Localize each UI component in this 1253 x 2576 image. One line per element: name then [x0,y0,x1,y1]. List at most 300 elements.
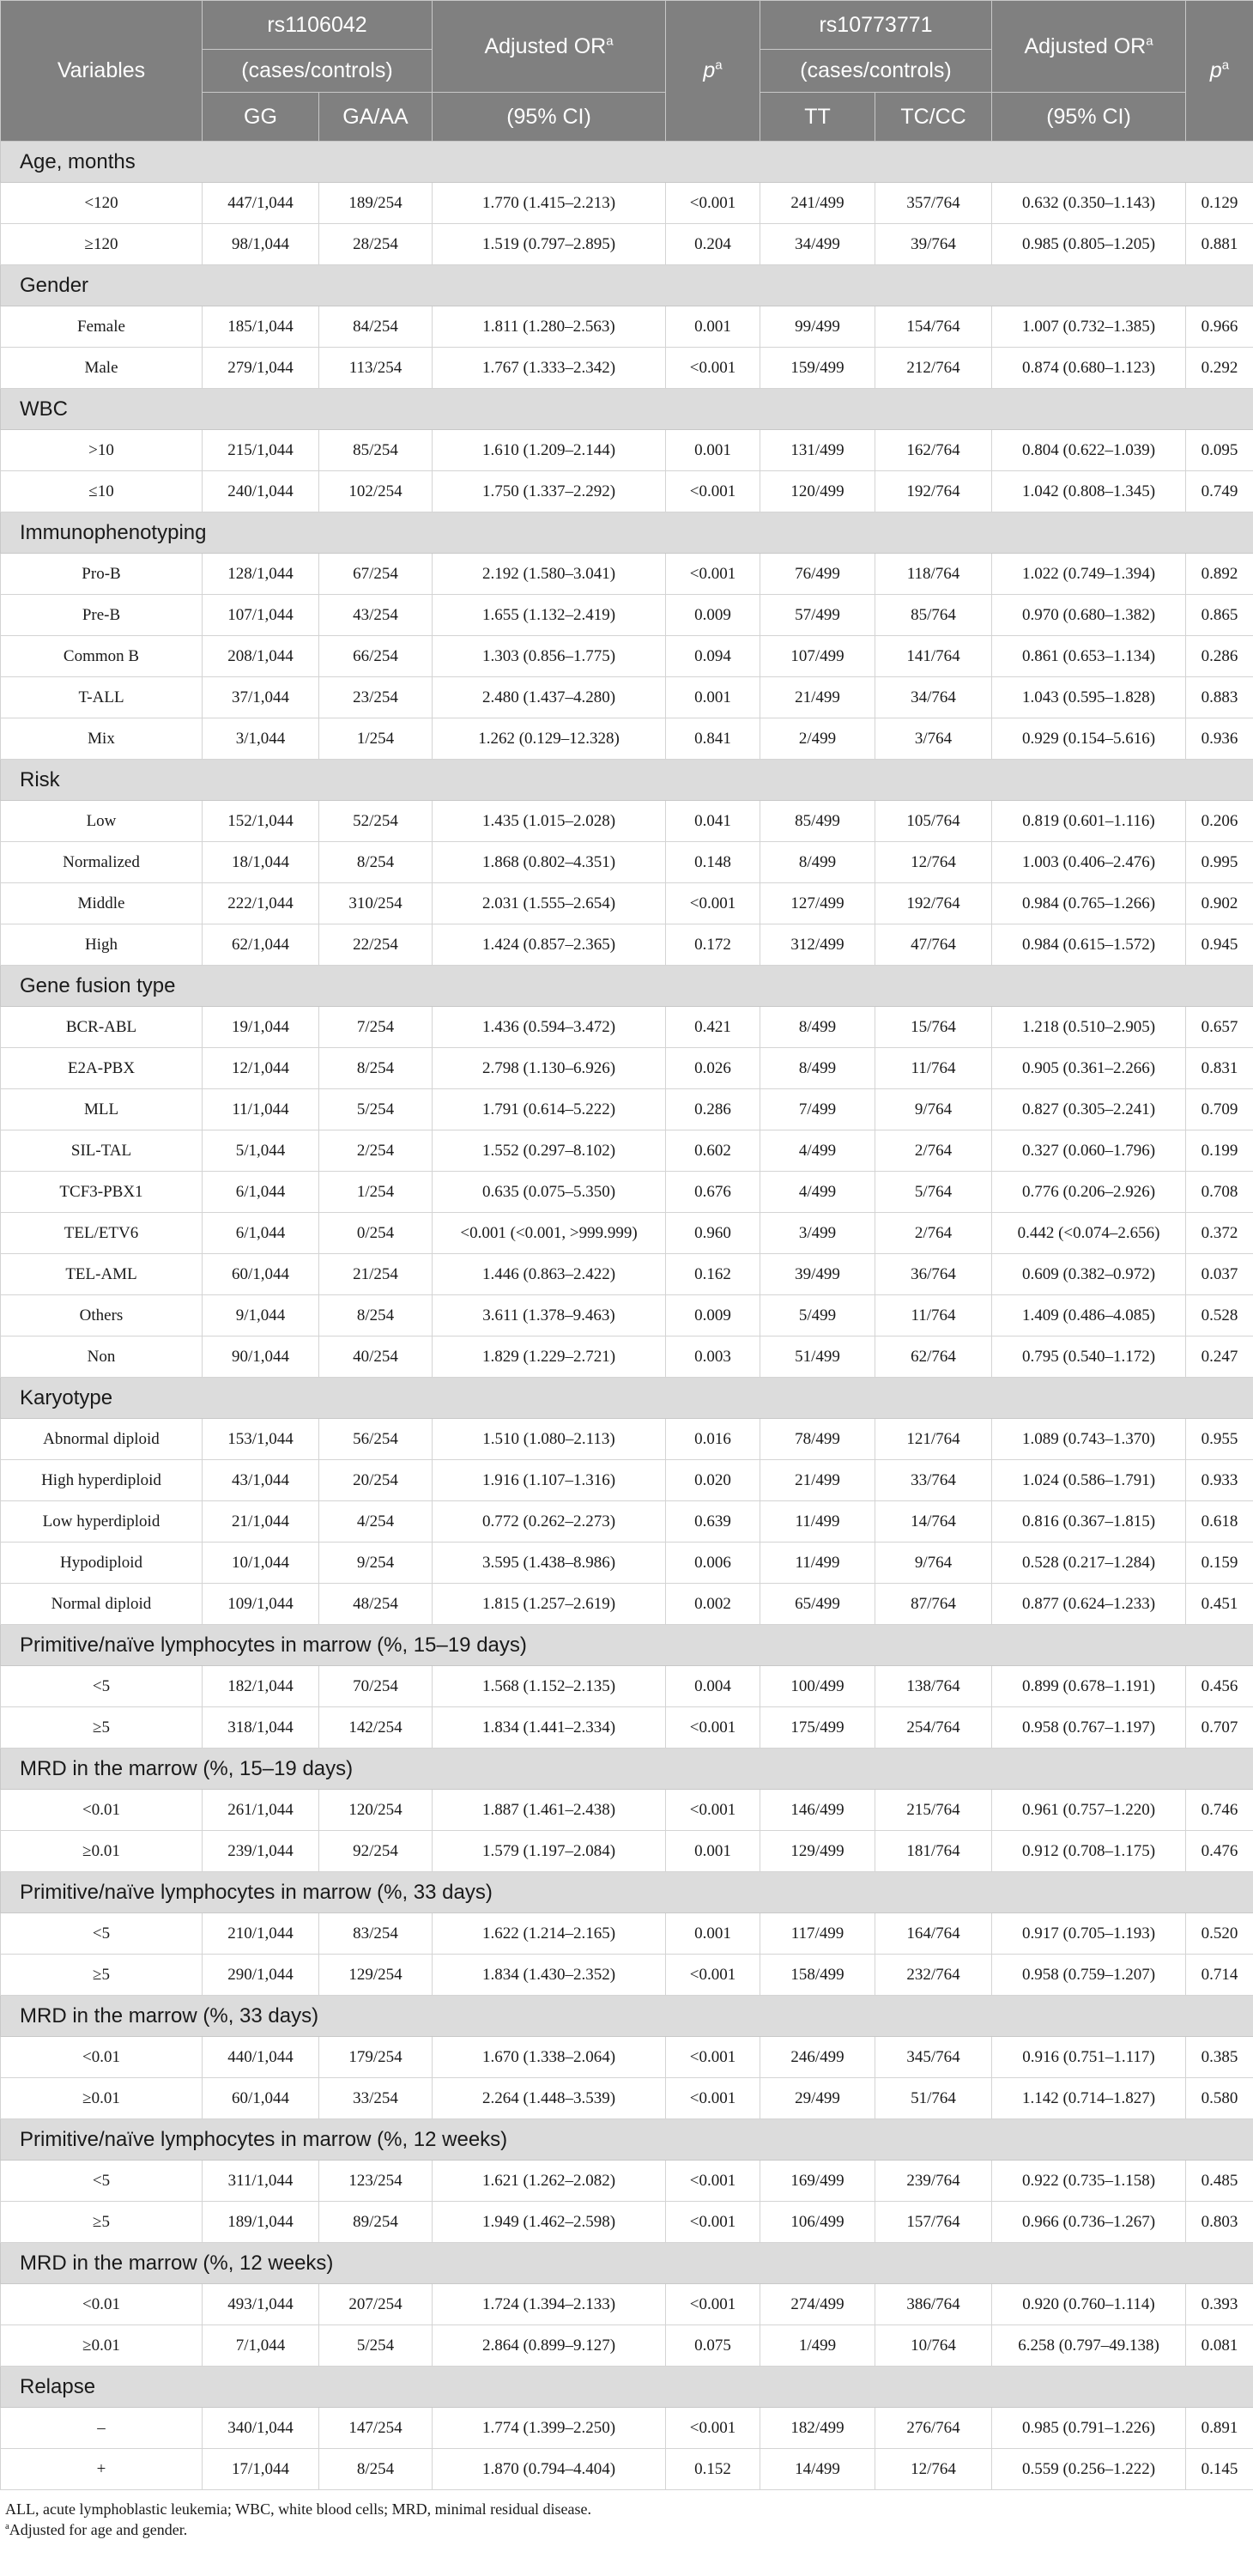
tc-cc-count-cell: 212/764 [875,348,992,389]
tt-count-cell: 51/499 [760,1336,875,1378]
ga-aa-count-cell: 83/254 [319,1913,433,1955]
p-value-cell-1: 0.286 [666,1089,760,1130]
tc-cc-count-cell: 276/764 [875,2408,992,2449]
or-ci-cell-2: 0.877 (0.624–1.233) [992,1584,1186,1625]
variable-cell: High [1,924,203,966]
footnote-adjusted: $^a$Adjusted for age and gender. [5,2521,188,2538]
category-title: Immunophenotyping [1,512,1253,554]
table-row [1,430,1253,471]
ga-aa-count-cell: 56/254 [319,1419,433,1460]
variable-cell: T-ALL [1,677,203,718]
p-value-cell-2: 0.618 [1186,1501,1253,1543]
ga-aa-count-cell: 7/254 [319,1007,433,1048]
or-ci-cell-2: 0.327 (0.060–1.796) [992,1130,1186,1172]
table-row [1,1172,1253,1213]
or-ci-cell-2: 0.559 (0.256–1.222) [992,2449,1186,2490]
variable-cell: ≥5 [1,1955,203,1996]
category-title: Primitive/naïve lymphocytes in marrow (%, 12 weeks) [1,2119,1253,2161]
or-ci-cell-2: 0.632 (0.350–1.143) [992,183,1186,224]
tt-count-cell: 11/499 [760,1543,875,1584]
p-value-cell-2: 0.714 [1186,1955,1253,1996]
tt-count-cell: 158/499 [760,1955,875,1996]
or-ci-cell-1: 1.949 (1.462–2.598) [433,2202,666,2243]
tt-count-cell: 57/499 [760,595,875,636]
gg-count-cell: 37/1,044 [203,677,319,718]
table-row [1,924,1253,966]
header-ci-2: (95% CI) [992,93,1186,142]
table-row [1,801,1253,842]
tc-cc-count-cell: 5/764 [875,1172,992,1213]
variable-cell: ≥0.01 [1,2078,203,2119]
gg-count-cell: 210/1,044 [203,1913,319,1955]
or-ci-cell-1: 1.870 (0.794–4.404) [433,2449,666,2490]
or-ci-cell-2: 1.003 (0.406–2.476) [992,842,1186,883]
p-value-cell-1: 0.639 [666,1501,760,1543]
p-value-cell-1: 0.094 [666,636,760,677]
ga-aa-count-cell: 89/254 [319,2202,433,2243]
tt-count-cell: 21/499 [760,677,875,718]
or-ci-cell-2: 1.218 (0.510–2.905) [992,1007,1186,1048]
or-ci-cell-2: 1.042 (0.808–1.345) [992,471,1186,512]
p-value-cell-1: 0.001 [666,430,760,471]
or-ci-cell-1: 1.435 (1.015–2.028) [433,801,666,842]
tt-count-cell: 99/499 [760,306,875,348]
ga-aa-count-cell: 5/254 [319,2325,433,2367]
or-ci-cell-1: 1.424 (0.857–2.365) [433,924,666,966]
table-row [1,348,1253,389]
variable-cell: Male [1,348,203,389]
p-value-cell-1: 0.041 [666,801,760,842]
tc-cc-count-cell: 39/764 [875,224,992,265]
p-value-cell-1: <0.001 [666,1955,760,1996]
or-ci-cell-1: 1.834 (1.430–2.352) [433,1955,666,1996]
or-ci-cell-1: 1.829 (1.229–2.721) [433,1336,666,1378]
p-value-cell-1: 0.026 [666,1048,760,1089]
gg-count-cell: 98/1,044 [203,224,319,265]
table-row [1,1543,1253,1584]
category-row [1,2243,1253,2284]
p-value-cell-2: 0.037 [1186,1254,1253,1295]
table-row [1,2202,1253,2243]
or-ci-cell-2: 0.922 (0.735–1.158) [992,2161,1186,2202]
ga-aa-count-cell: 129/254 [319,1955,433,1996]
variable-cell: <5 [1,1913,203,1955]
p-value-cell-1: 0.148 [666,842,760,883]
p-value-cell-1: 0.960 [666,1213,760,1254]
table-row [1,1254,1253,1295]
or-ci-cell-1: 2.192 (1.580–3.041) [433,554,666,595]
category-title: Gender [1,265,1253,306]
or-ci-cell-1: 1.655 (1.132–2.419) [433,595,666,636]
tc-cc-count-cell: 192/764 [875,471,992,512]
gg-count-cell: 152/1,044 [203,801,319,842]
p-value-cell-1: 0.016 [666,1419,760,1460]
gg-count-cell: 185/1,044 [203,306,319,348]
table-row [1,2325,1253,2367]
ga-aa-count-cell: 0/254 [319,1213,433,1254]
ga-aa-count-cell: 8/254 [319,1048,433,1089]
tc-cc-count-cell: 11/764 [875,1295,992,1336]
ga-aa-count-cell: 4/254 [319,1501,433,1543]
or-ci-cell-2: 6.258 (0.797–49.138) [992,2325,1186,2367]
p-value-cell-1: <0.001 [666,471,760,512]
tc-cc-count-cell: 9/764 [875,1089,992,1130]
category-row [1,265,1253,306]
p-value-cell-1: 0.004 [666,1666,760,1707]
tt-count-cell: 129/499 [760,1831,875,1872]
gg-count-cell: 10/1,044 [203,1543,319,1584]
p-value-cell-2: 0.891 [1186,2408,1253,2449]
p-value-cell-2: 0.707 [1186,1707,1253,1749]
variable-cell: Normalized [1,842,203,883]
tt-count-cell: 3/499 [760,1213,875,1254]
ga-aa-count-cell: 40/254 [319,1336,433,1378]
tt-count-cell: 159/499 [760,348,875,389]
variable-cell: <5 [1,1666,203,1707]
table-row [1,2078,1253,2119]
table-row [1,595,1253,636]
tc-cc-count-cell: 121/764 [875,1419,992,1460]
variable-cell: ≥5 [1,1707,203,1749]
p-value-cell-2: 0.199 [1186,1130,1253,1172]
tc-cc-count-cell: 34/764 [875,677,992,718]
tt-count-cell: 34/499 [760,224,875,265]
variable-cell: Others [1,1295,203,1336]
tt-count-cell: 127/499 [760,883,875,924]
table-row [1,1831,1253,1872]
table-row [1,1048,1253,1089]
or-ci-cell-2: 0.816 (0.367–1.815) [992,1501,1186,1543]
gg-count-cell: 6/1,044 [203,1172,319,1213]
p-value-cell-1: 0.204 [666,224,760,265]
p-value-cell-2: 0.883 [1186,677,1253,718]
p-value-cell-1: 0.172 [666,924,760,966]
p-value-cell-2: 0.746 [1186,1790,1253,1831]
p-value-cell-2: 0.892 [1186,554,1253,595]
p-value-cell-1: 0.001 [666,1831,760,1872]
tt-count-cell: 1/499 [760,2325,875,2367]
p-value-cell-2: 0.831 [1186,1048,1253,1089]
p-value-cell-2: 0.936 [1186,718,1253,760]
p-value-cell-2: 0.955 [1186,1419,1253,1460]
tc-cc-count-cell: 51/764 [875,2078,992,2119]
p-value-cell-1: <0.001 [666,883,760,924]
p-value-cell-2: 0.749 [1186,471,1253,512]
or-ci-cell-1: 3.595 (1.438–8.986) [433,1543,666,1584]
category-row [1,760,1253,801]
gg-count-cell: 3/1,044 [203,718,319,760]
p-value-cell-1: <0.001 [666,2161,760,2202]
gg-count-cell: 222/1,044 [203,883,319,924]
variable-cell: Low hyperdiploid [1,1501,203,1543]
gg-count-cell: 128/1,044 [203,554,319,595]
tc-cc-count-cell: 254/764 [875,1707,992,1749]
gg-count-cell: 5/1,044 [203,1130,319,1172]
or-ci-cell-2: 1.409 (0.486–4.085) [992,1295,1186,1336]
category-title: WBC [1,389,1253,430]
header-p-1: $p^a$ [666,1,760,142]
tc-cc-count-cell: 138/764 [875,1666,992,1707]
variable-cell: TCF3-PBX1 [1,1172,203,1213]
tc-cc-count-cell: 9/764 [875,1543,992,1584]
tc-cc-count-cell: 232/764 [875,1955,992,1996]
tt-count-cell: 7/499 [760,1089,875,1130]
tc-cc-count-cell: 62/764 [875,1336,992,1378]
or-ci-cell-1: 1.552 (0.297–8.102) [433,1130,666,1172]
or-ci-cell-1: 1.446 (0.863–2.422) [433,1254,666,1295]
or-ci-cell-2: 0.874 (0.680–1.123) [992,348,1186,389]
p-value-cell-1: 0.162 [666,1254,760,1295]
tc-cc-count-cell: 215/764 [875,1790,992,1831]
p-value-cell-1: 0.009 [666,1295,760,1336]
or-ci-cell-1: 1.670 (1.338–2.064) [433,2037,666,2078]
p-value-cell-2: 0.580 [1186,2078,1253,2119]
ga-aa-count-cell: 189/254 [319,183,433,224]
or-ci-cell-1: 1.834 (1.441–2.334) [433,1707,666,1749]
tc-cc-count-cell: 11/764 [875,1048,992,1089]
table-row [1,883,1253,924]
or-ci-cell-2: 0.861 (0.653–1.134) [992,636,1186,677]
gg-count-cell: 447/1,044 [203,183,319,224]
gg-count-cell: 340/1,044 [203,2408,319,2449]
p-value-cell-1: <0.001 [666,2037,760,2078]
variable-cell: ≥120 [1,224,203,265]
tc-cc-count-cell: 141/764 [875,636,992,677]
header-ci-1: (95% CI) [433,93,666,142]
table-row [1,224,1253,265]
table-row [1,2449,1253,2490]
category-title: Primitive/naïve lymphocytes in marrow (%, 33 days) [1,1872,1253,1913]
gg-count-cell: 109/1,044 [203,1584,319,1625]
or-ci-cell-2: 1.024 (0.586–1.791) [992,1460,1186,1501]
or-ci-cell-2: 0.985 (0.791–1.226) [992,2408,1186,2449]
table-row [1,1501,1253,1543]
gg-count-cell: 311/1,044 [203,2161,319,2202]
tt-count-cell: 107/499 [760,636,875,677]
tc-cc-count-cell: 118/764 [875,554,992,595]
tt-count-cell: 100/499 [760,1666,875,1707]
tt-count-cell: 175/499 [760,1707,875,1749]
table-row [1,1666,1253,1707]
tc-cc-count-cell: 386/764 [875,2284,992,2325]
or-ci-cell-2: 0.970 (0.680–1.382) [992,595,1186,636]
gg-count-cell: 43/1,044 [203,1460,319,1501]
ga-aa-count-cell: 43/254 [319,595,433,636]
table-row [1,306,1253,348]
variable-cell: Hypodiploid [1,1543,203,1584]
category-row [1,1749,1253,1790]
p-value-cell-1: 0.421 [666,1007,760,1048]
category-row [1,389,1253,430]
tt-count-cell: 169/499 [760,2161,875,2202]
or-ci-cell-1: 2.864 (0.899–9.127) [433,2325,666,2367]
table-body [1,142,1253,2490]
ga-aa-count-cell: 85/254 [319,430,433,471]
or-ci-cell-2: 0.916 (0.751–1.117) [992,2037,1186,2078]
table-row [1,471,1253,512]
variable-cell: TEL-AML [1,1254,203,1295]
variable-cell: Normal diploid [1,1584,203,1625]
gg-count-cell: 90/1,044 [203,1336,319,1378]
variable-cell: E2A-PBX [1,1048,203,1089]
ga-aa-count-cell: 179/254 [319,2037,433,2078]
gg-count-cell: 11/1,044 [203,1089,319,1130]
p-value-cell-1: 0.152 [666,2449,760,2490]
footnotes [0,2490,1253,2540]
or-ci-cell-2: 0.958 (0.767–1.197) [992,1707,1186,1749]
ga-aa-count-cell: 120/254 [319,1790,433,1831]
header-variables: Variables [1,1,203,142]
or-ci-cell-1: 1.579 (1.197–2.084) [433,1831,666,1872]
p-value-cell-2: 0.485 [1186,2161,1253,2202]
or-ci-cell-2: 0.985 (0.805–1.205) [992,224,1186,265]
table-row [1,1707,1253,1749]
header-tt: TT [760,93,875,142]
ga-aa-count-cell: 142/254 [319,1707,433,1749]
tc-cc-count-cell: 157/764 [875,2202,992,2243]
ga-aa-count-cell: 52/254 [319,801,433,842]
category-row [1,1625,1253,1666]
or-ci-cell-1: 1.724 (1.394–2.133) [433,2284,666,2325]
or-ci-cell-1: 1.262 (0.129–12.328) [433,718,666,760]
header-ga-aa: GA/AA [319,93,433,142]
or-ci-cell-1: 1.868 (0.802–4.351) [433,842,666,883]
gg-count-cell: 279/1,044 [203,348,319,389]
or-ci-cell-2: 0.827 (0.305–2.241) [992,1089,1186,1130]
tt-count-cell: 182/499 [760,2408,875,2449]
or-ci-cell-1: 1.916 (1.107–1.316) [433,1460,666,1501]
p-value-cell-1: <0.001 [666,2284,760,2325]
p-value-cell-1: <0.001 [666,1707,760,1749]
p-value-cell-2: 0.865 [1186,595,1253,636]
gg-count-cell: 261/1,044 [203,1790,319,1831]
p-value-cell-2: 0.393 [1186,2284,1253,2325]
tt-count-cell: 131/499 [760,430,875,471]
tt-count-cell: 241/499 [760,183,875,224]
tt-count-cell: 146/499 [760,1790,875,1831]
variable-cell: Non [1,1336,203,1378]
table-row [1,2284,1253,2325]
tt-count-cell: 5/499 [760,1295,875,1336]
or-ci-cell-2: 0.804 (0.622–1.039) [992,430,1186,471]
variable-cell: + [1,2449,203,2490]
or-ci-cell-1: 1.621 (1.262–2.082) [433,2161,666,2202]
or-ci-cell-1: 3.611 (1.378–9.463) [433,1295,666,1336]
table-header [1,1,1253,142]
or-ci-cell-1: <0.001 (<0.001, >999.999) [433,1213,666,1254]
tc-cc-count-cell: 181/764 [875,1831,992,1872]
tt-count-cell: 8/499 [760,1007,875,1048]
variable-cell: Pre-B [1,595,203,636]
table-row [1,1913,1253,1955]
p-value-cell-1: <0.001 [666,2202,760,2243]
p-value-cell-1: 0.075 [666,2325,760,2367]
tc-cc-count-cell: 87/764 [875,1584,992,1625]
table-row [1,1460,1253,1501]
p-value-cell-2: 0.206 [1186,801,1253,842]
or-ci-cell-2: 0.905 (0.361–2.266) [992,1048,1186,1089]
header-p-2: $p^a$ [1186,1,1253,142]
or-ci-cell-1: 1.610 (1.209–2.144) [433,430,666,471]
gg-count-cell: 6/1,044 [203,1213,319,1254]
table-row [1,183,1253,224]
category-title: MRD in the marrow (%, 12 weeks) [1,2243,1253,2284]
variable-cell: MLL [1,1089,203,1130]
tt-count-cell: 21/499 [760,1460,875,1501]
category-title: Age, months [1,142,1253,183]
gg-count-cell: 153/1,044 [203,1419,319,1460]
p-value-cell-1: 0.602 [666,1130,760,1172]
tc-cc-count-cell: 36/764 [875,1254,992,1295]
p-value-cell-1: 0.002 [666,1584,760,1625]
or-ci-cell-2: 0.958 (0.759–1.207) [992,1955,1186,1996]
ga-aa-count-cell: 23/254 [319,677,433,718]
gg-count-cell: 60/1,044 [203,2078,319,2119]
ga-aa-count-cell: 67/254 [319,554,433,595]
tc-cc-count-cell: 162/764 [875,430,992,471]
or-ci-cell-1: 1.750 (1.337–2.292) [433,471,666,512]
gg-count-cell: 9/1,044 [203,1295,319,1336]
gg-count-cell: 493/1,044 [203,2284,319,2325]
or-ci-cell-2: 0.442 (<0.074–2.656) [992,1213,1186,1254]
p-value-cell-2: 0.372 [1186,1213,1253,1254]
p-value-cell-2: 0.081 [1186,2325,1253,2367]
tt-count-cell: 11/499 [760,1501,875,1543]
tt-count-cell: 65/499 [760,1584,875,1625]
variable-cell: <120 [1,183,203,224]
or-ci-cell-2: 1.142 (0.714–1.827) [992,2078,1186,2119]
ga-aa-count-cell: 310/254 [319,883,433,924]
tc-cc-count-cell: 47/764 [875,924,992,966]
gg-count-cell: 239/1,044 [203,1831,319,1872]
p-value-cell-1: <0.001 [666,1790,760,1831]
p-value-cell-1: 0.001 [666,306,760,348]
ga-aa-count-cell: 48/254 [319,1584,433,1625]
or-ci-cell-2: 0.966 (0.736–1.267) [992,2202,1186,2243]
tt-count-cell: 106/499 [760,2202,875,2243]
category-row [1,512,1253,554]
p-value-cell-2: 0.881 [1186,224,1253,265]
ga-aa-count-cell: 1/254 [319,718,433,760]
ga-aa-count-cell: 21/254 [319,1254,433,1295]
gg-count-cell: 21/1,044 [203,1501,319,1543]
table-row [1,1007,1253,1048]
variable-cell: Mix [1,718,203,760]
ga-aa-count-cell: 8/254 [319,2449,433,2490]
tt-count-cell: 8/499 [760,842,875,883]
p-value-cell-2: 0.966 [1186,306,1253,348]
table-row [1,1295,1253,1336]
p-value-cell-2: 0.709 [1186,1089,1253,1130]
p-value-cell-2: 0.385 [1186,2037,1253,2078]
or-ci-cell-1: 1.774 (1.399–2.250) [433,2408,666,2449]
category-title: Relapse [1,2367,1253,2408]
category-title: Gene fusion type [1,966,1253,1007]
p-value-cell-2: 0.451 [1186,1584,1253,1625]
table-row [1,1336,1253,1378]
or-ci-cell-2: 0.984 (0.615–1.572) [992,924,1186,966]
ga-aa-count-cell: 92/254 [319,1831,433,1872]
tc-cc-count-cell: 192/764 [875,883,992,924]
variable-cell: Common B [1,636,203,677]
variable-cell: ≥0.01 [1,2325,203,2367]
tt-count-cell: 120/499 [760,471,875,512]
tc-cc-count-cell: 2/764 [875,1213,992,1254]
p-value-cell-1: 0.001 [666,1913,760,1955]
tt-count-cell: 274/499 [760,2284,875,2325]
p-value-cell-1: 0.009 [666,595,760,636]
or-ci-cell-2: 0.899 (0.678–1.191) [992,1666,1186,1707]
